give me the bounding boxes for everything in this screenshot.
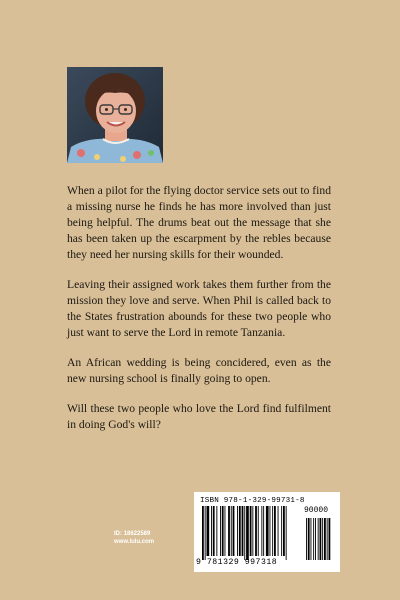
blurb-paragraph-1: When a pilot for the flying doctor service sets out to find a missing nurse he finds he has more involved than just being helpful. The drums beat out the message that she has been taken up the escarpment by the rebles because they need her nursing skills for their wounded. [67,184,331,261]
barcode-bar [202,506,204,560]
blurb-paragraph-2: Leaving their assigned work takes them further from the mission they love and serve. When Phil is called back to the States frustration abounds for these two people who just want to serve the Lord in remote Tanzania. [67,278,331,339]
barcode-bar [263,506,264,556]
barcode-digits: 9 781329 997318 [196,558,278,567]
author-photo [67,67,163,163]
barcode-addon-bar [320,518,322,560]
blurb-text [67,183,331,447]
barcode-addon-bar [318,518,319,560]
barcode-addon-bar [308,518,310,560]
publisher-site: www.lulu.com [114,539,155,545]
barcode-bar [228,506,230,556]
blurb-paragraph-3: An African wedding is being concidered, even as the new nursing school is finally going to open. [67,356,331,385]
barcode-bar [274,506,276,556]
barcode-bar [239,506,241,556]
barcode-bar [261,506,262,556]
barcode-bar [207,506,210,556]
author-portrait [67,67,163,163]
barcode-bar [244,506,245,560]
barcode-bar [255,506,257,556]
barcode-bar [216,506,217,556]
barcode-bars [198,506,336,560]
barcode-bar [258,506,259,556]
isbn-barcode [194,492,340,572]
barcode-addon-bar [322,518,323,560]
barcode-bar [266,506,269,556]
barcode-bar [225,506,226,556]
barcode-bar [237,506,238,556]
barcode-addon-bar [311,518,312,560]
publisher-id: ID: 18622589 [114,531,151,537]
barcode-bar [246,506,249,560]
barcode-bar [252,506,253,556]
barcode-bar [281,506,282,556]
blurb-paragraph-4: Will these two people who love the Lord find fulfilment in doing God's will? [67,402,331,431]
barcode-addon-bar [306,518,307,560]
barcode-addon-bar [313,518,314,560]
barcode-bar [205,506,206,560]
barcode-bar [222,506,224,556]
barcode-bar [233,506,235,556]
isbn-label: ISBN 978-1-329-99731-8 [200,497,305,505]
barcode-bar [231,506,232,556]
price-code: 90000 [304,506,329,515]
barcode-bar [286,506,287,560]
barcode-bar [213,506,215,556]
barcode-addon-bar [324,518,326,560]
publisher-info [114,530,164,546]
barcode-addon-bar [329,518,331,560]
barcode-addon-bar [327,518,328,560]
barcode-bar [272,506,273,556]
barcode-bar [211,506,212,556]
barcode-bar [250,506,252,556]
barcode-bar [242,506,244,556]
barcode-bar [278,506,279,556]
barcode-bar [270,506,271,556]
barcode-bar [283,506,285,556]
barcode-addon-bar [315,518,316,560]
barcode-bar [220,506,221,556]
